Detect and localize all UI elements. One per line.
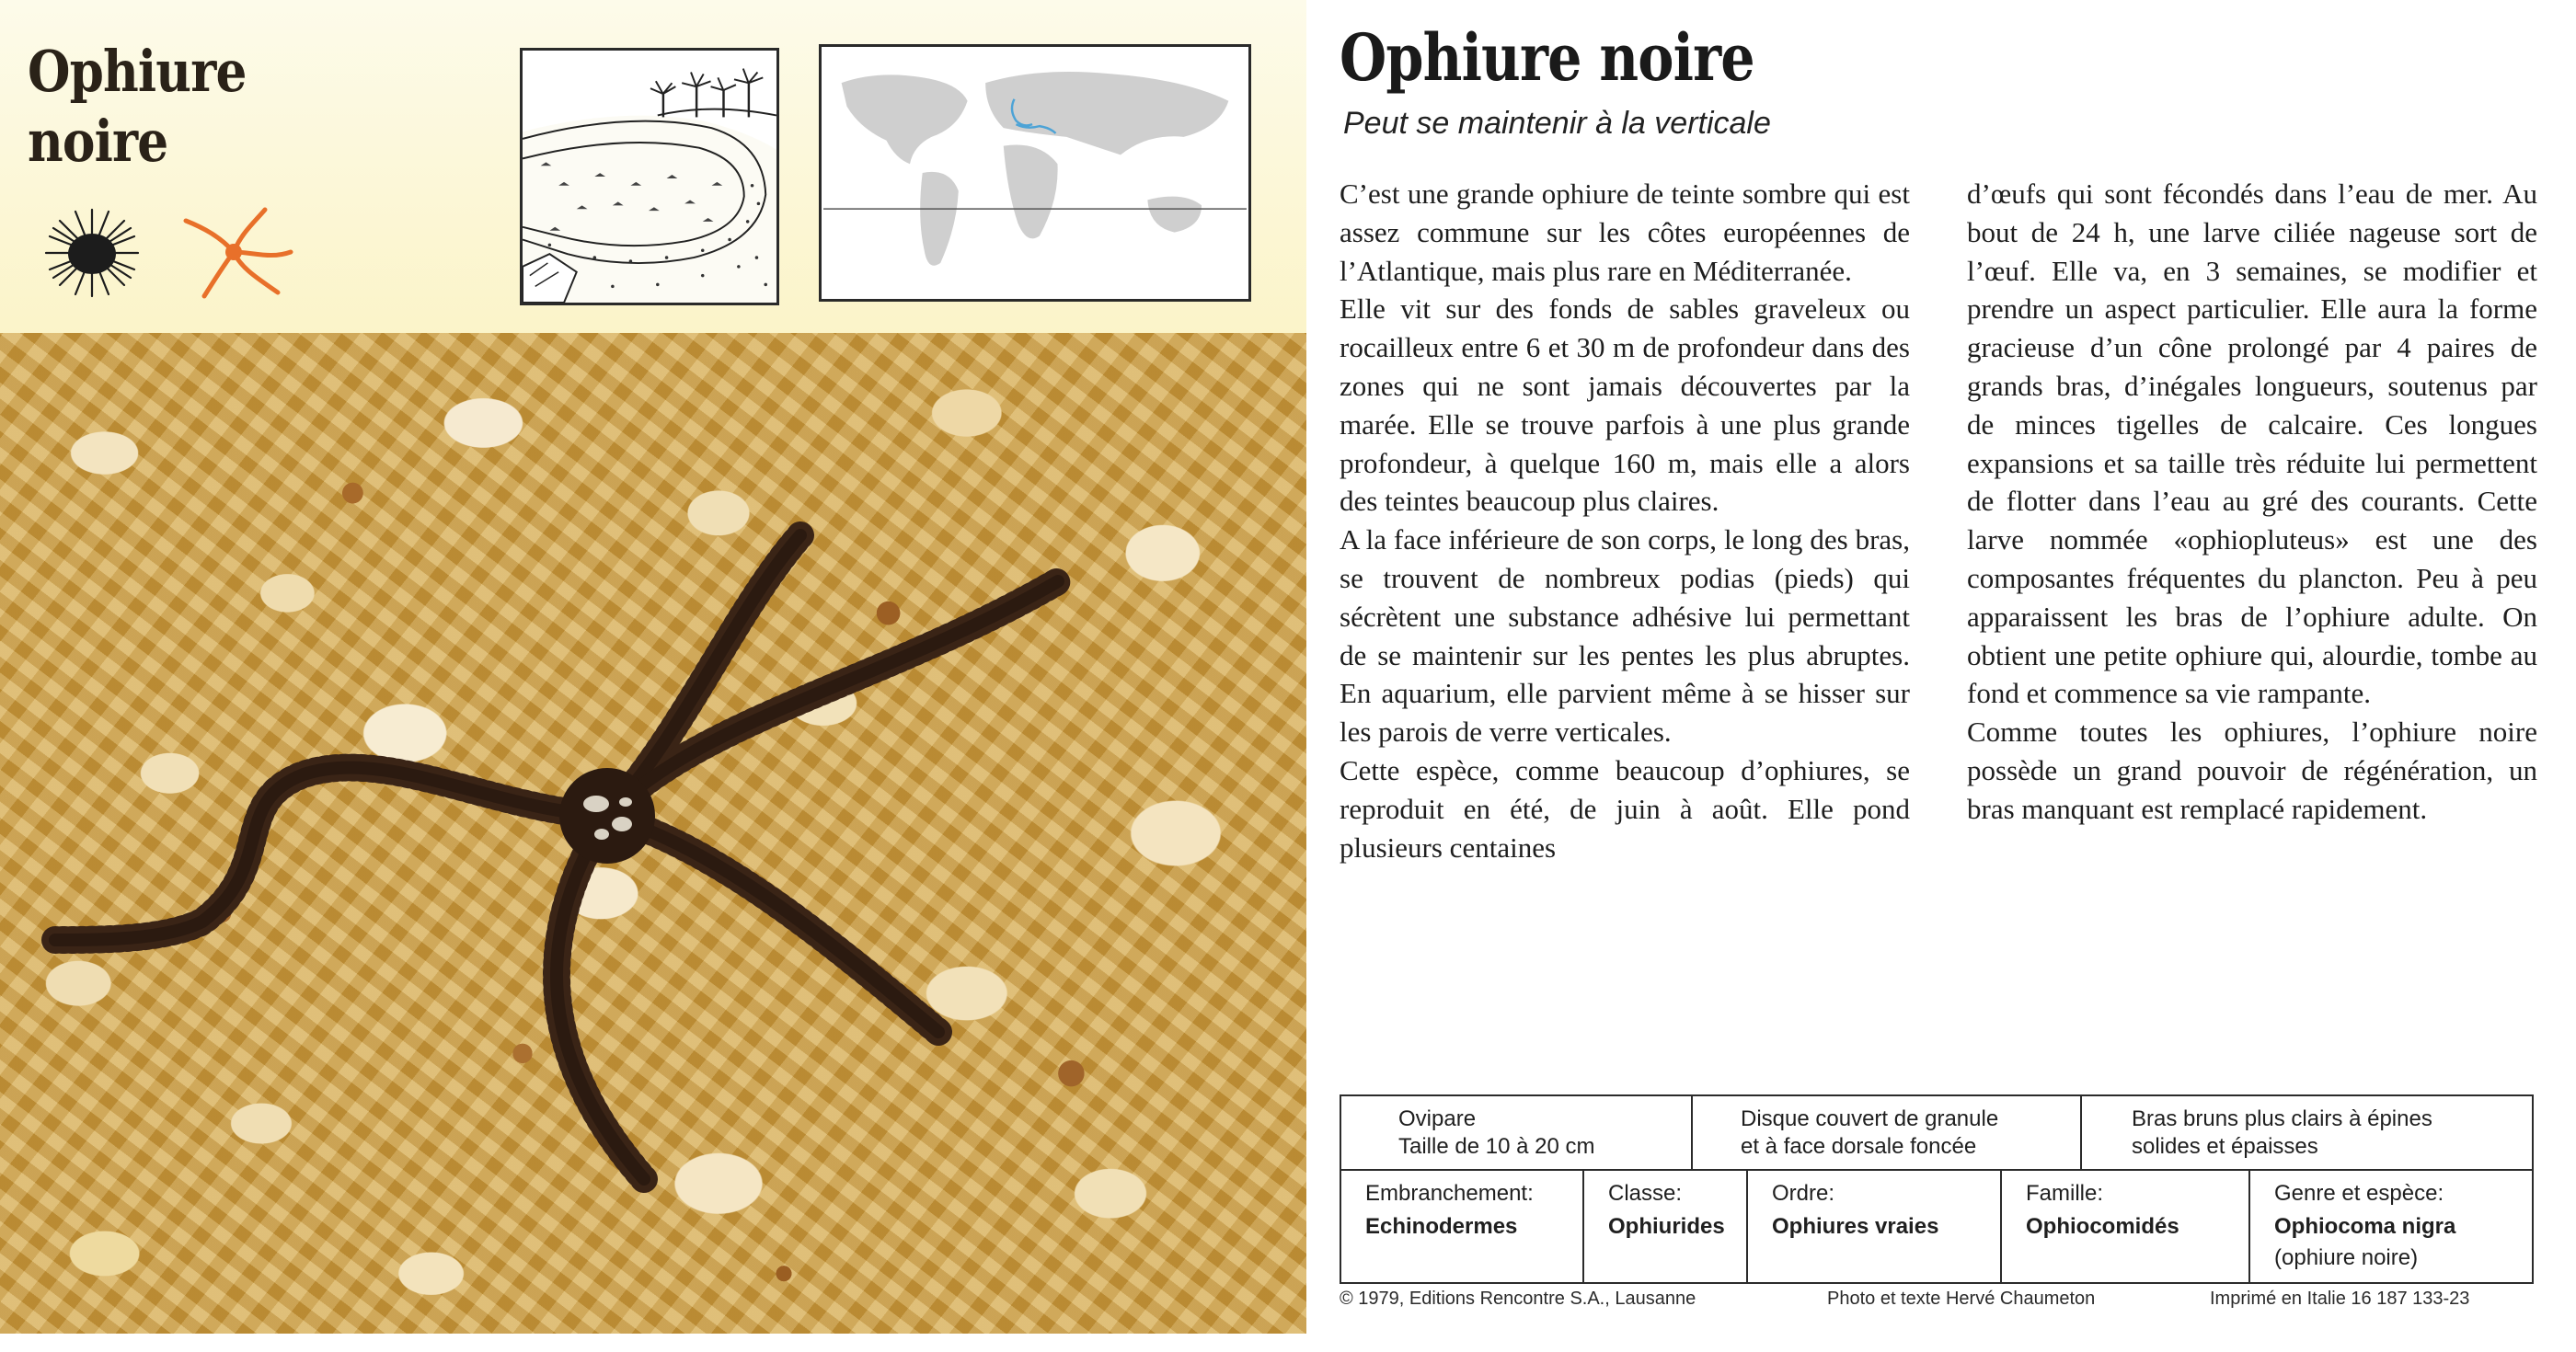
header-band [0, 0, 1306, 333]
body-column-1 [1340, 175, 1910, 866]
paragraph: Cette espèce, comme beaucoup d’ophiures, se reproduit en été, de juin à août. Elle pond plusieurs centaines [1340, 753, 1910, 864]
world-distribution-map [819, 44, 1251, 302]
left-title [28, 37, 265, 177]
paragraph: d’œufs qui sont fécondés dans l’eau de mer. Au bout de 24 h, une larve ciliée nageuse sort de l’œuf. Elle va, en 3 semaines, se modifier et prendre un aspect particulier. Elle aura la forme gracieuse d’un cône prolongé par 4 paires de grands bras, d’inégales longueurs, soutenus par de minces tigelles de calcaire. Ces longues expansions et sa taille très réduite lui permettent de flotter dans l’eau au gré des courants. Cette larve nommée «ophiopluteus» est une des composantes fréquentes du plancton. Peu à peu apparaissent les bras de l’ophiure adulte. On obtient une petite ophiure qui, alourdie, tombe au fond et commence sa vie rampante. [1967, 178, 2537, 710]
page-title: Ophiure noire [1340, 19, 1754, 96]
family-cell [2000, 1169, 2248, 1282]
page-subtitle: Peut se maintenir à la verticale [1343, 106, 1771, 141]
paragraph: A la face inférieure de son corps, le long des bras, se trouvent de nombreux podias (pieds) qui sécrètent une substance adhésive lui permettant de se maintenir sur les pentes les plus abruptes. En aquarium, elle parvient même à se hisser sur les parois de verre verticales. [1340, 523, 1910, 749]
reproduction-text: Ovipare [1398, 1106, 1477, 1131]
sea-urchin-icon [37, 202, 147, 304]
print-info-text: Imprimé en Italie 16 187 133-23 [2210, 1289, 2470, 1309]
order-cell [1746, 1169, 2000, 1282]
phylum-value: Echinodermes [1365, 1214, 1518, 1239]
family-label: Famille: [2026, 1181, 2104, 1206]
credits-text: Photo et texte Hervé Chaumeton [1827, 1289, 2096, 1309]
class-cell [1582, 1169, 1746, 1282]
facts-arms-cell [2080, 1096, 2534, 1169]
left-title-line1: Ophiure [28, 38, 247, 105]
size-text: Taille de 10 à 20 cm [1398, 1134, 1595, 1159]
paragraph: C’est une grande ophiure de teinte sombre qui est assez commune sur les côtes européennes de l’Atlantique, mais plus rare en Méditerranée. [1340, 178, 1910, 287]
species-value: Ophiocoma nigra [2274, 1214, 2456, 1239]
class-value: Ophiurides [1608, 1214, 1725, 1239]
brittle-star-figure [0, 333, 1306, 1334]
facts-reproduction-cell [1341, 1096, 1691, 1169]
common-name: (ophiure noire) [2274, 1245, 2419, 1270]
disc-text-line2: et à face dorsale foncée [1741, 1134, 1977, 1159]
copyright-text: © 1979, Editions Rencontre S.A., Lausanne [1340, 1289, 1696, 1309]
species-label: Genre et espèce: [2274, 1181, 2444, 1206]
class-label: Classe: [1608, 1181, 1683, 1206]
facts-disc-cell [1691, 1096, 2080, 1169]
phylum-label: Embranchement: [1365, 1181, 1534, 1206]
family-value: Ophiocomidés [2026, 1214, 2179, 1239]
arms-text-line2: solides et épaisses [2132, 1134, 2318, 1159]
phylum-cell [1341, 1169, 1582, 1282]
left-title-line2: noire [28, 108, 168, 175]
species-cell [2248, 1169, 2534, 1282]
paragraph: Elle vit sur des fonds de sables graveleux ou rocailleux entre 6 et 30 m de profondeur dans des zones qui ne sont jamais découvertes par la marée. Elle se trouve parfois à une plus grande profondeur, à quelque 160 m, mais elle a alors des teintes beaucoup plus claires. [1340, 292, 1910, 518]
order-label: Ordre: [1772, 1181, 1835, 1206]
paragraph: Comme toutes les ophiures, l’ophiure noire possède un grand pouvoir de régénération, un bras manquant est remplacé rapidement. [1967, 716, 2537, 825]
facts-row [1340, 1094, 2534, 1171]
body-column-2 [1967, 175, 2537, 829]
order-value: Ophiures vraies [1772, 1214, 1939, 1239]
right-panel [1306, 0, 2576, 1352]
coastal-habitat-diagram [520, 48, 779, 305]
arms-text-line1: Bras bruns plus clairs à épines [2132, 1106, 2432, 1131]
brittle-star-photo [0, 333, 1306, 1334]
brittle-star-icon [177, 201, 296, 302]
taxonomy-row [1340, 1169, 2534, 1284]
disc-text-line1: Disque couvert de granule [1741, 1106, 1999, 1131]
